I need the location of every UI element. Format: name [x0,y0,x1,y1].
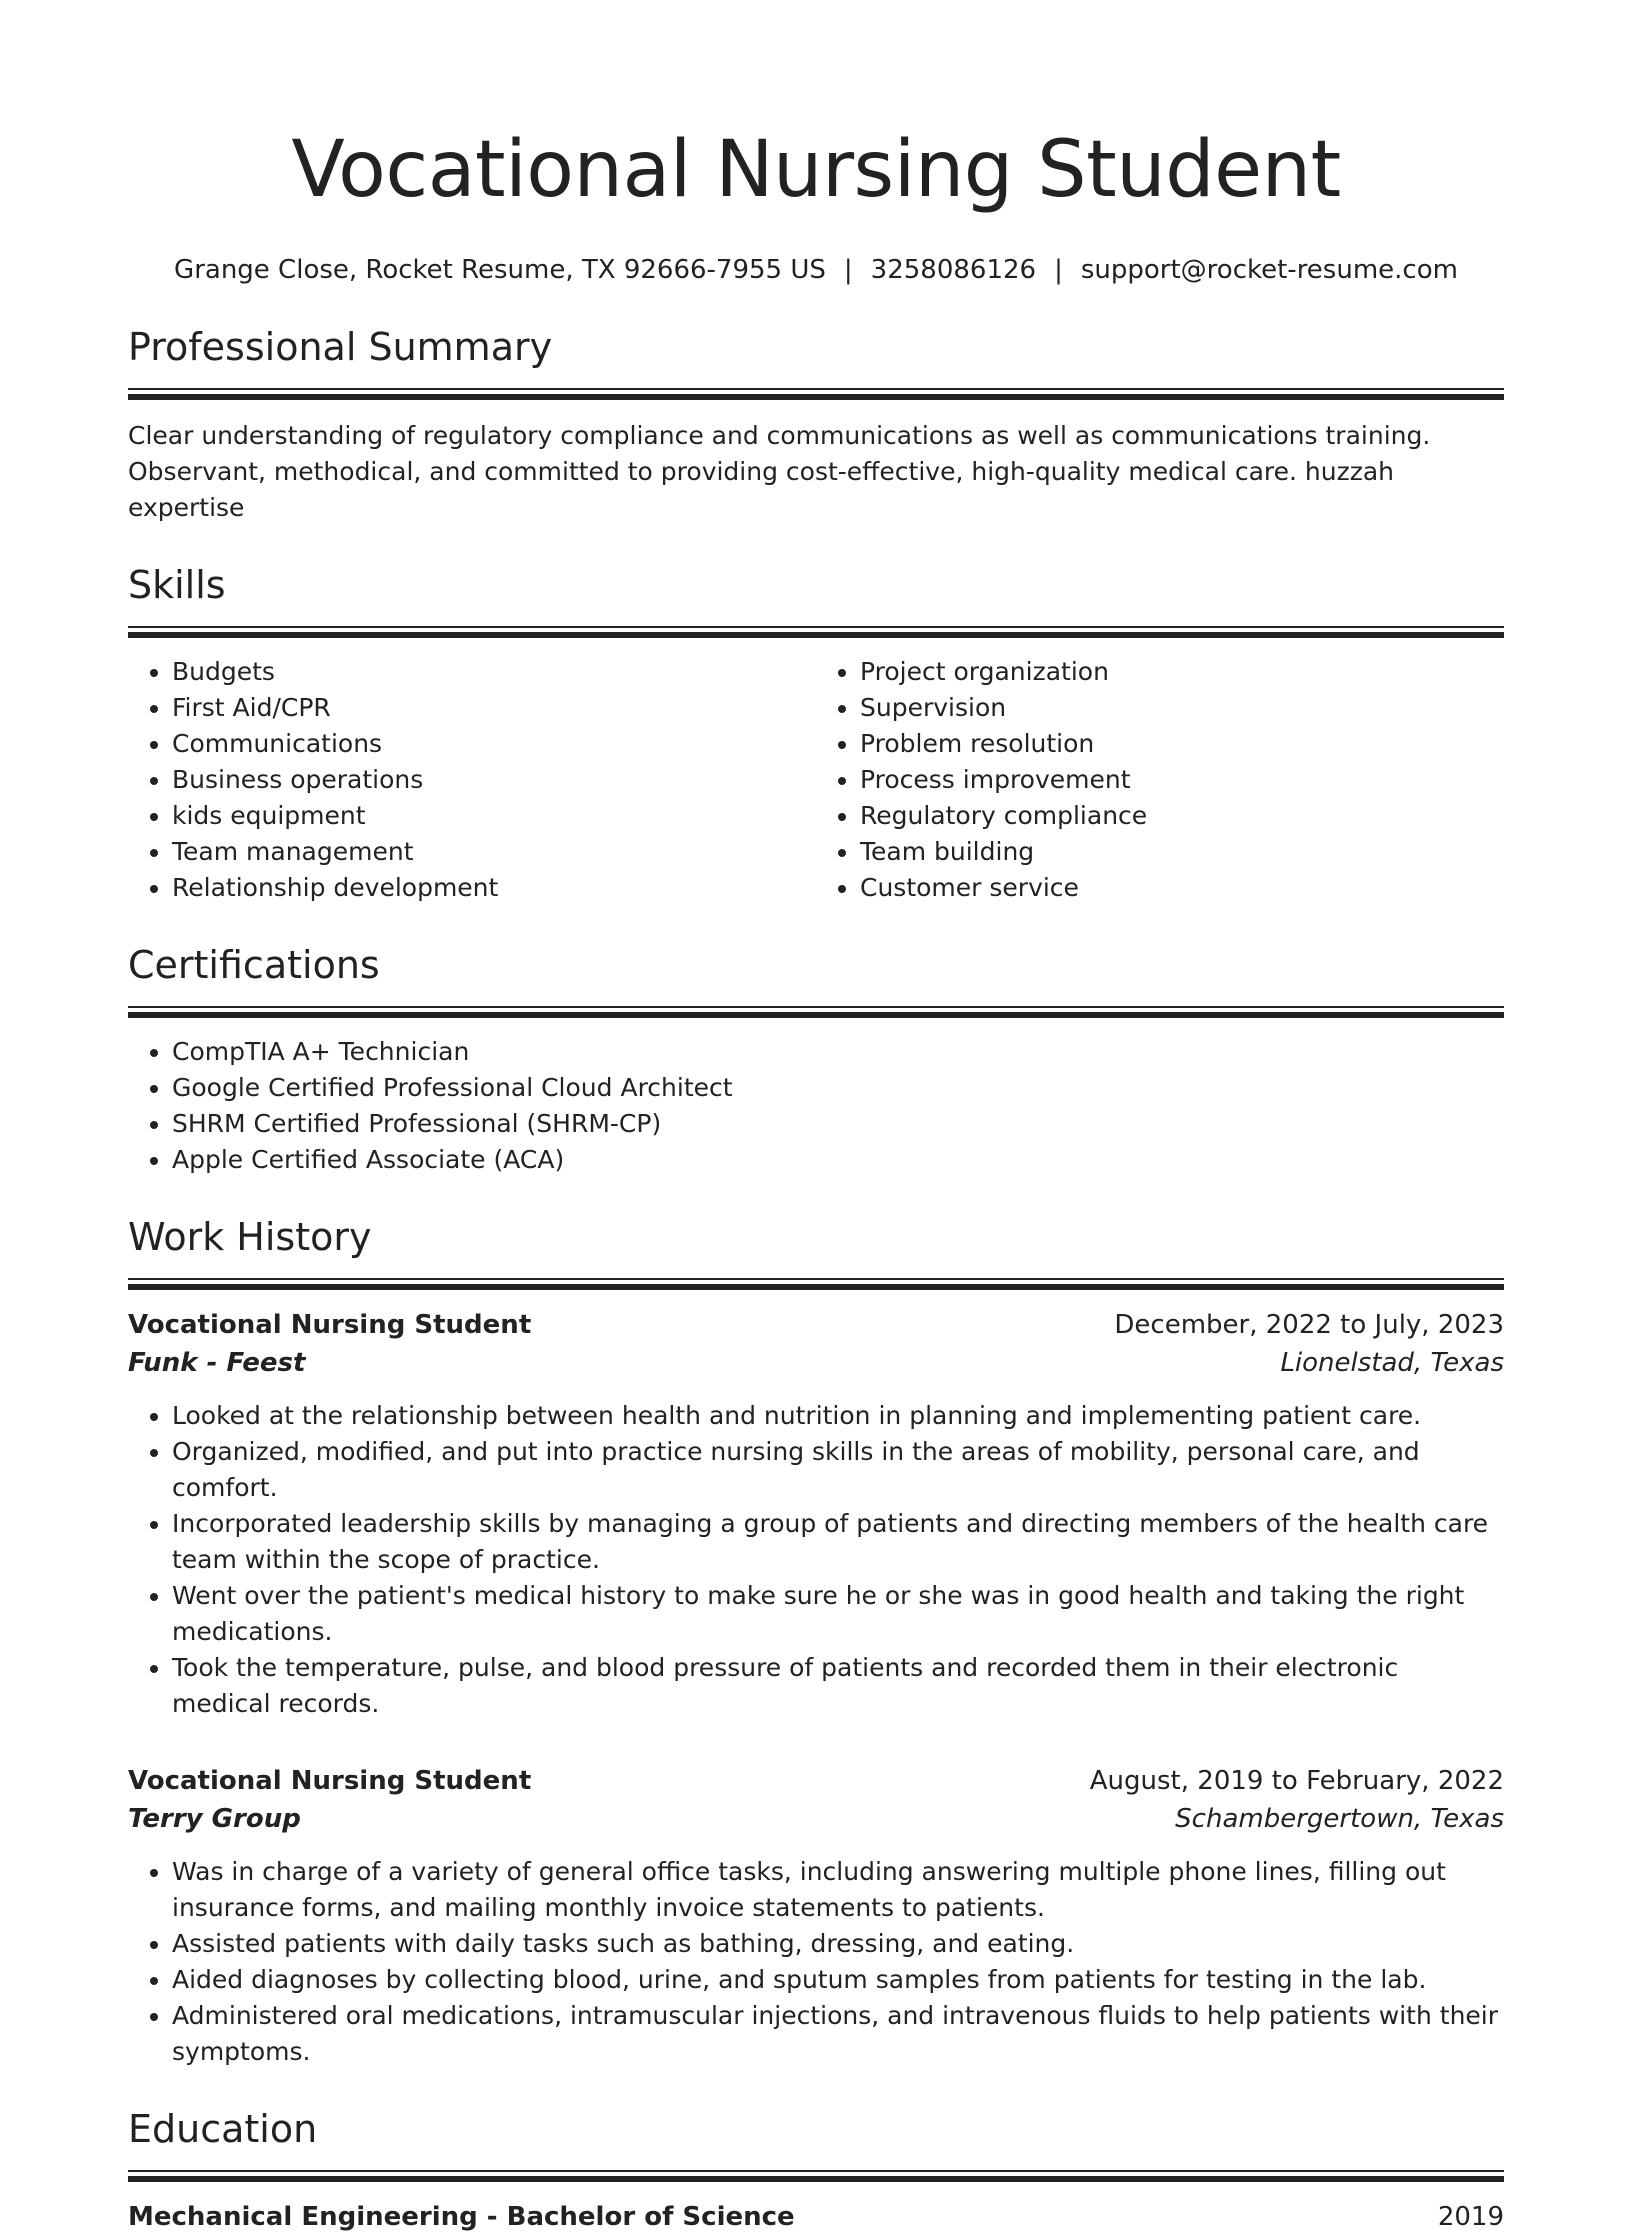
certification-item: • SHRM Certified Professional (SHRM-CP) [172,1106,1504,1142]
education-entry [128,2198,1504,2236]
education-heading: Education [128,2107,318,2151]
job-bullet: • Went over the patient's medical history to make sure he or she was in good health and taking the right medications. [172,1578,1504,1650]
skills-section [128,560,1504,906]
job-bullets [128,1398,1504,1722]
skills-heading: Skills [128,563,226,607]
job-title: Vocational Nursing Student [128,1310,532,1340]
work-history-heading: Work History [128,1215,372,1259]
job-company: Funk - Feest [128,1348,306,1378]
contact-separator: | [1054,255,1063,285]
skill-item: • Team building [860,834,1504,870]
job-bullet: • Incorporated leadership skills by managing a group of patients and directing members of the health care team within the scope of practice. [172,1506,1504,1578]
skill-item: • Regulatory compliance [860,798,1504,834]
section-divider [128,1278,1504,1290]
certification-item: • CompTIA A+ Technician [172,1034,1504,1070]
job-bullet: • Looked at the relationship between health and nutrition in planning and implementing patient care. [172,1398,1504,1434]
contact-address: Grange Close, Rocket Resume, TX 92666-7955 US [174,255,826,285]
certification-item: • Apple Certified Associate (ACA) [172,1142,1504,1178]
section-divider [128,2170,1504,2182]
certification-item: • Google Certified Professional Cloud Architect [172,1070,1504,1106]
certifications-heading: Certifications [128,943,380,987]
certifications-section [128,940,1504,1178]
summary-heading: Professional Summary [128,325,553,369]
job-entry [128,1762,1504,2070]
job-bullet: • Took the temperature, pulse, and blood pressure of patients and recorded them in their electronic medical records. [172,1650,1504,1722]
skill-item: • Budgets [172,654,816,690]
skill-item: • kids equipment [172,798,816,834]
skill-item: • Business operations [172,762,816,798]
contact-separator: | [843,255,853,285]
section-divider [128,626,1504,638]
skill-item: • Team management [172,834,816,870]
job-bullet: • Organized, modified, and put into practice nursing skills in the areas of mobility, personal care, and comfort. [172,1434,1504,1506]
section-divider [128,388,1504,400]
job-dates: December, 2022 to July, 2023 [1114,1310,1504,1340]
work-history-section [128,1212,1504,2070]
education-section [128,2104,1504,2236]
skill-item: • Communications [172,726,816,762]
job-bullet: • Administered oral medications, intramuscular injections, and intravenous fluids to help patients with their symptoms. [172,1998,1504,2070]
candidate-name: Vocational Nursing Student [291,125,1341,215]
skill-item: • Customer service [860,870,1504,906]
skill-item: • Supervision [860,690,1504,726]
job-title: Vocational Nursing Student [128,1766,532,1796]
section-divider [128,1006,1504,1018]
certifications-list [128,1034,1504,1178]
contact-line [128,252,1504,288]
contact-email: support@rocket-resume.com [1080,255,1458,285]
summary-section [128,322,1504,526]
education-year: 2019 [1437,2202,1504,2232]
skill-item: • Problem resolution [860,726,1504,762]
skill-item: • First Aid/CPR [172,690,816,726]
job-bullets [128,1854,1504,2070]
summary-text: Clear understanding of regulatory compliance and communications as well as communications training. Observant, methodical, and committed to providing cost-effective, high-quality medical care. huzzah expertise [128,421,1431,522]
job-bullet: • Was in charge of a variety of general office tasks, including answering multiple phone lines, filling out insurance forms, and mailing monthly invoice statements to patients. [172,1854,1504,1926]
job-bullet: • Aided diagnoses by collecting blood, urine, and sputum samples from patients for testing in the lab. [172,1962,1504,1998]
job-location: Schambergertown, Texas [1175,1804,1504,1834]
skill-item: • Process improvement [860,762,1504,798]
education-degree: Mechanical Engineering - Bachelor of Science [128,2202,795,2232]
job-location: Lionelstad, Texas [1280,1348,1504,1378]
skills-list-left [128,654,816,906]
skill-item: • Project organization [860,654,1504,690]
job-dates: August, 2019 to February, 2022 [1089,1766,1504,1796]
contact-phone: 3258086126 [870,255,1037,285]
job-entry [128,1306,1504,1722]
job-company: Terry Group [128,1804,301,1834]
skill-item: • Relationship development [172,870,816,906]
job-bullet: • Assisted patients with daily tasks such as bathing, dressing, and eating. [172,1926,1504,1962]
skills-list-right [816,654,1504,906]
skills-columns [128,654,1504,906]
